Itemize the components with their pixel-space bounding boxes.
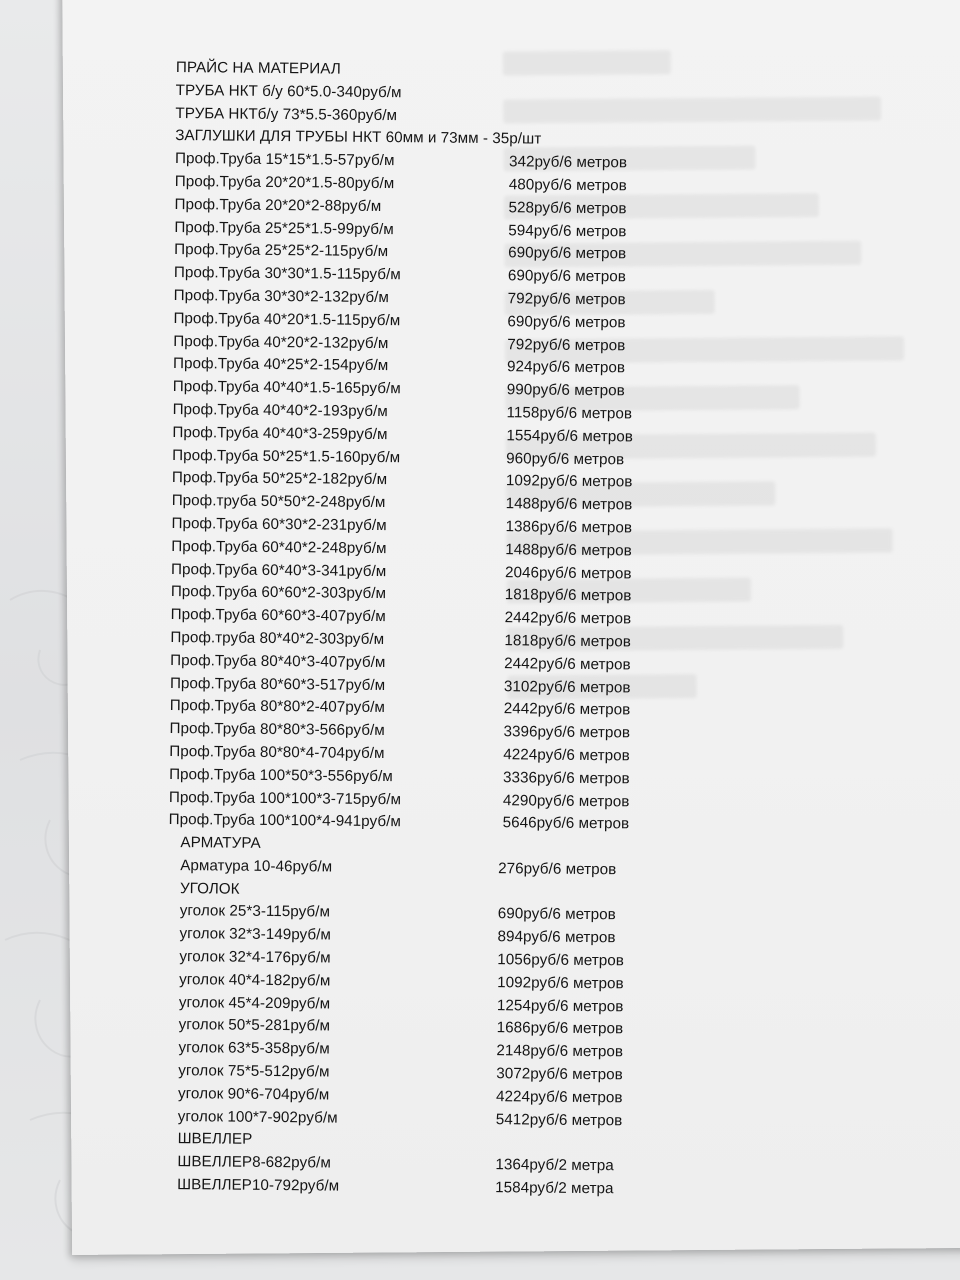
- item-total-price: 1554руб/6 метров: [506, 426, 633, 446]
- item-total-price: 690руб/6 метров: [508, 244, 627, 263]
- item-name: Проф.Труба 20*20*1.5-80руб/м: [174, 172, 395, 193]
- item-name: Проф.Труба 80*80*3-566руб/м: [169, 720, 385, 740]
- armatura-heading: АРМАТУРА: [180, 834, 261, 852]
- item-name: Проф.Труба 100*100*3-715руб/м: [168, 788, 402, 808]
- item-name: уголок 90*6-704руб/м: [177, 1084, 330, 1104]
- item-total-price: 690руб/6 метров: [507, 267, 627, 286]
- item-name: уголок 63*5-358руб/м: [178, 1039, 330, 1058]
- item-name: уголок 100*7-902руб/м: [177, 1107, 338, 1127]
- item-name: Проф.Труба 40*20*1.5-115руб/м: [173, 309, 401, 329]
- item-name: Проф.Труба 60*60*3-407руб/м: [170, 606, 386, 626]
- item-total-price: 1092руб/6 метров: [497, 974, 624, 993]
- shveller-list: [165, 1151, 725, 1202]
- item-total-price: 594руб/6 метров: [508, 221, 627, 240]
- item-name: ШВЕЛЛЕР10-792руб/м: [177, 1176, 340, 1195]
- item-name: Проф.Труба 40*20*2-132руб/м: [173, 332, 389, 352]
- item-name: Проф.Труба 40*40*2-193руб/м: [172, 400, 388, 421]
- item-name: Проф.Труба 100*100*4-941руб/м: [168, 811, 401, 831]
- item-total-price: 2442руб/6 метров: [504, 654, 631, 674]
- shveller-heading: ШВЕЛЛЕР: [177, 1130, 253, 1149]
- item-total-price: 480руб/6 метров: [508, 176, 627, 195]
- item-total-price: 4224руб/6 метров: [503, 746, 630, 765]
- item-name: уголок 25*3-115руб/м: [179, 902, 331, 922]
- item-total-price: 3072руб/6 метров: [496, 1065, 623, 1084]
- item-total-price: 960руб/6 метров: [506, 449, 625, 468]
- item-name: уголок 75*5-512руб/м: [178, 1062, 330, 1081]
- item-name: Проф.Труба 60*40*2-248руб/м: [171, 537, 387, 557]
- item-name: Проф.Труба 40*40*3-259руб/м: [172, 423, 388, 443]
- nkt-73-line: ТРУБА НКТб/у 73*5.5-360руб/м: [175, 104, 398, 124]
- item-name: Проф.Труба 80*40*3-407руб/м: [170, 651, 386, 671]
- item-total-price: 1364руб/2 метра: [495, 1156, 614, 1175]
- item-name: уголок 32*3-149руб/м: [179, 925, 331, 944]
- item-name: Проф.труба 80*40*2-303руб/м: [170, 628, 385, 648]
- item-total-price: 1818руб/6 метров: [504, 586, 632, 605]
- item-name: уголок 45*4-209руб/м: [178, 993, 331, 1013]
- item-name: Проф.Труба 80*80*4-704руб/м: [169, 742, 385, 762]
- item-name: ШВЕЛЛЕР8-682руб/м: [177, 1153, 331, 1172]
- item-total-price: 1818руб/6 метров: [504, 632, 632, 651]
- item-name: Проф.Труба 50*25*1.5-160руб/м: [172, 446, 401, 466]
- item-total-price: 3336руб/6 метров: [503, 768, 630, 788]
- item-name: Проф.Труба 15*15*1.5-57руб/м: [174, 150, 395, 170]
- item-total-price: 1584руб/2 метра: [495, 1179, 614, 1198]
- item-total-price: 5412руб/6 метров: [495, 1110, 623, 1129]
- item-total-price: 2046руб/6 метров: [504, 563, 632, 582]
- item-total-price: 2148руб/6 метров: [496, 1042, 624, 1061]
- item-name: Проф.труба 50*50*2-248руб/м: [171, 492, 386, 512]
- ugolok-list: [166, 900, 728, 1133]
- prof-truba-list: [169, 148, 736, 837]
- item-name: Проф.Труба 80*80*2-407руб/м: [169, 697, 386, 717]
- item-total-price: 1488руб/6 метров: [505, 495, 633, 514]
- item-total-price: 690руб/6 метров: [497, 905, 616, 924]
- item-total-price: 990руб/6 метров: [506, 381, 625, 400]
- item-total-price: 1254руб/6 метров: [496, 996, 624, 1016]
- item-name: Проф.Труба 100*50*3-556руб/м: [169, 765, 393, 785]
- item-name: Проф.Труба 25*25*1.5-99руб/м: [174, 218, 394, 238]
- item-name: Проф.Труба 80*60*3-517руб/м: [169, 674, 386, 694]
- item-name: уголок 40*4-182руб/м: [179, 970, 331, 990]
- item-total-price: 4224руб/6 метров: [495, 1087, 623, 1107]
- item-total-price: 3396руб/6 метров: [503, 723, 631, 742]
- item-total-price: 2442руб/6 метров: [503, 700, 631, 719]
- item-name: Проф.Труба 60*60*2-303руб/м: [170, 583, 387, 603]
- item-name: Проф.Труба 30*30*1.5-115руб/м: [173, 264, 401, 284]
- item-total-price: 1158руб/6 метров: [506, 404, 633, 423]
- item-name: Арматура 10-46руб/м: [180, 856, 333, 876]
- item-total-price: 1488руб/6 метров: [505, 540, 632, 560]
- item-name: уголок 50*5-281руб/м: [178, 1016, 331, 1035]
- item-total-price: 924руб/6 метров: [506, 358, 626, 377]
- item-total-price: 1686руб/6 метров: [496, 1019, 624, 1038]
- item-total-price: 2442руб/6 метров: [504, 609, 632, 628]
- item-name: Проф.Труба 40*40*1.5-165руб/м: [172, 378, 401, 398]
- item-total-price: 1056руб/6 метров: [497, 951, 624, 970]
- plugs-line: ЗАГЛУШКИ ДЛЯ ТРУБЫ НКТ 60мм и 73мм - 35р/шт: [175, 127, 542, 148]
- item-total-price: 1386руб/6 метров: [505, 518, 633, 537]
- item-total-price: 342руб/6 метров: [508, 153, 628, 172]
- item-total-price: 3102руб/6 метров: [503, 677, 631, 696]
- item-total-price: 5646руб/6 метров: [502, 814, 630, 833]
- item-name: Проф.Труба 25*25*2-115руб/м: [174, 241, 389, 261]
- item-name: Проф.Труба 50*25*2-182руб/м: [171, 469, 388, 489]
- item-total-price: 894руб/6 метров: [497, 928, 616, 947]
- item-name: Проф.Труба 20*20*2-88руб/м: [174, 195, 382, 215]
- item-total-price: 690руб/6 метров: [507, 312, 626, 332]
- item-name: Проф.Труба 60*40*3-341руб/м: [171, 560, 387, 580]
- ugolok-heading: УГОЛОК: [179, 879, 240, 898]
- nkt-60-line: ТРУБА НКТ б/у 60*5.0-340руб/м: [175, 81, 402, 101]
- item-total-price: 528руб/6 метров: [508, 198, 627, 218]
- item-name: уголок 32*4-176руб/м: [179, 948, 331, 967]
- item-total-price: 792руб/6 метров: [507, 290, 626, 309]
- item-name: Проф.Труба 40*25*2-154руб/м: [172, 355, 389, 375]
- item-name: Проф.Труба 30*30*2-132руб/м: [173, 286, 390, 307]
- item-total-price: 276руб/6 метров: [498, 860, 617, 879]
- item-total-price: 792руб/6 метров: [507, 335, 626, 354]
- item-total-price: 1092руб/6 метров: [505, 472, 633, 491]
- item-total-price: 4290руб/6 метров: [502, 791, 630, 810]
- price-list-title: ПРАЙС НА МАТЕРИАЛ: [175, 58, 341, 78]
- price-list: [165, 57, 736, 1202]
- item-name: Проф.Труба 60*30*2-231руб/м: [171, 514, 387, 534]
